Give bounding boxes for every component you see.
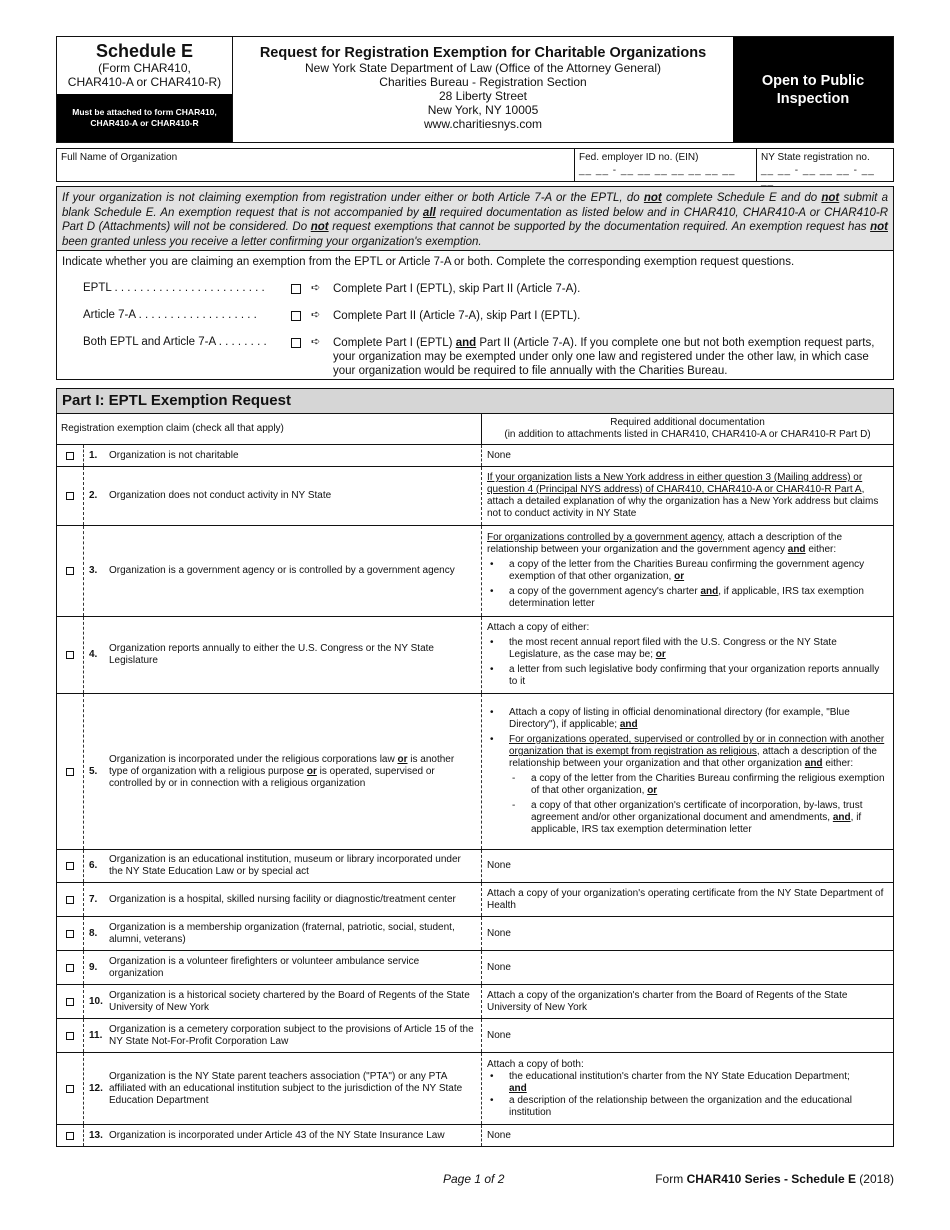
part-1-header <box>57 414 893 445</box>
schedule-subtitle-1: (Form CHAR410, <box>98 61 191 75</box>
doc-text: None <box>487 1129 511 1141</box>
claim-checkbox[interactable] <box>66 452 74 460</box>
city-address: New York, NY 10005 <box>427 103 539 117</box>
table-row: 9. Organization is a volunteer firefighters or volunteer ambulance service organization None <box>57 951 893 985</box>
doc-column-header: Required additional documentation (in addition to attachments listed in CHAR410, CHAR410-A or CHAR410-R Part D) <box>504 417 871 440</box>
option-article-7a-label: Article 7-A . . . . . . . . . . . . . . . . . . . <box>83 309 257 321</box>
doc-text: None <box>487 961 511 973</box>
ny-registration-field[interactable] <box>757 149 893 187</box>
attach-note-line-2: CHAR410-A or CHAR410-R <box>90 118 199 128</box>
option-both-checkbox[interactable] <box>291 338 301 348</box>
instructions-box <box>56 186 894 380</box>
website[interactable]: www.charitiesnys.com <box>423 117 543 131</box>
claim-checkbox[interactable] <box>66 1085 74 1093</box>
table-row: 10. Organization is a historical society chartered by the Board of Regents of the State University of New York Attach a copy of the organization's charter from the Board of Regents of the State University of New York <box>57 985 893 1019</box>
form-header <box>56 36 894 143</box>
doc-text: Attach a copy of the organization's charter from the Board of Regents of the State University of New York <box>487 989 848 1013</box>
organization-info-row <box>56 148 894 187</box>
page-number: Page 1 of 2 <box>443 1172 505 1186</box>
attach-note-line-1: Must be attached to form CHAR410, <box>72 107 217 117</box>
claim-text: Organization does not conduct activity in NY State <box>109 467 482 525</box>
ny-registration-mask: __ __ - __ __ __ - __ __ <box>761 165 875 187</box>
street-address: 28 Liberty Street <box>438 89 528 103</box>
doc-text: None <box>487 927 511 939</box>
doc-text: None <box>487 1029 511 1041</box>
option-article-7a-checkbox[interactable] <box>291 311 301 321</box>
table-row: 11. Organization is a cemetery corporation subject to the provisions of Article 15 of the NY State Not-For-Profit Corporation Law None <box>57 1019 893 1053</box>
claim-checkbox[interactable] <box>66 768 74 776</box>
table-row: 6. Organization is an educational institution, museum or library incorporated under the NY State Education Law or by special act None <box>57 850 893 883</box>
option-both-label: Both EPTL and Article 7-A . . . . . . . . <box>83 336 267 348</box>
doc-text: Attach a copy of either: • the most recent annual report filed with the U.S. Congress or the NY State Legislature, as the case may be; or • a letter from such legislative body confirming that your organization reports annually to it <box>482 617 893 693</box>
claim-checkbox[interactable] <box>66 1132 74 1140</box>
ny-registration-label: NY State registration no. <box>761 152 870 163</box>
doc-text: • Attach a copy of listing in official denominational directory (for example, "Blue Directory"), if applicable; and • For organizations operated, supervised or controlled by or in connection with another organization that is exempt from registration as religious, attach a description of the relationship between your organization and that other organization and either: - a copy of the letter from the Charities Bureau confirming the religious exemption of that other organization, or - a copy of that other organization's certificate of incorporation, by-laws, trust agreement and/or other organizational document and amendments, and, if applicable, IRS tax exemption determination letter <box>482 694 893 849</box>
option-eptl-label: EPTL . . . . . . . . . . . . . . . . . . . . . . . . <box>83 282 265 294</box>
claim-checkbox[interactable] <box>66 930 74 938</box>
arrow-icon: ➪ <box>311 282 321 294</box>
table-row: 1. Organization is not charitable None <box>57 445 893 467</box>
claim-text: Organization is a membership organization (fraternal, patriotic, social, student, alumni, veterans) <box>109 917 482 950</box>
option-eptl-desc: Complete Part I (EPTL), skip Part II (Article 7-A). <box>333 283 581 295</box>
part-1-title: Part I: EPTL Exemption Request <box>57 389 893 414</box>
form-title-block <box>233 37 733 142</box>
bureau-name: Charities Bureau - Registration Section <box>379 75 587 89</box>
claim-text: Organization is not charitable <box>109 445 482 466</box>
table-row: 2. Organization does not conduct activity in NY State If your organization lists a New York address in either question 3 (Mailing address) or question 4 (Principal NYS address) of CHAR410, CHAR410-A or CHAR410-R Part A, attach a detailed explanation of why the organization has a New York address but claims not to conduct activity in NY State <box>57 467 893 526</box>
arrow-icon: ➪ <box>311 336 321 348</box>
claim-checkbox[interactable] <box>66 1032 74 1040</box>
option-eptl-checkbox[interactable] <box>291 284 301 294</box>
doc-text: For organizations controlled by a government agency, attach a description of the relationship between your organization and the government agency and either: • a copy of the letter from the Charities Bureau confirming the government agency exemption of that other organization, or • a copy of the government agency's charter and, if applicable, IRS tax exemption determination letter <box>482 526 893 616</box>
claim-text: Organization is a volunteer firefighters or volunteer ambulance service organization <box>109 951 482 984</box>
agency-name: New York State Department of Law (Office of the Attorney General) <box>305 61 661 75</box>
claim-checkbox[interactable] <box>66 567 74 575</box>
claim-checkbox[interactable] <box>66 998 74 1006</box>
claim-text: Organization is a hospital, skilled nursing facility or diagnostic/treatment center <box>109 883 482 916</box>
doc-text: Attach a copy of both: • the educational institution's charter from the NY State Education Department; and • a description of the relationship between the organization and the educational institution <box>482 1053 893 1124</box>
doc-text: If your organization lists a New York address in either question 3 (Mailing address) or question 4 (Principal NYS address) of CHAR410, CHAR410-A or CHAR410-R Part A, attach a detailed explanation of why the organization has a New York address but claims not to conduct activity in NY State <box>487 472 879 519</box>
claim-text: Organization is an educational institution, museum or library incorporated under the NY State Education Law or by special act <box>109 850 482 882</box>
option-article-7a-desc: Complete Part II (Article 7-A), skip Part I (EPTL). <box>333 310 581 322</box>
table-row: 5. Organization is incorporated under the religious corporations law or is another type of organization with a religious purpose or is operated, supervised or controlled by or in connection with a religious organization • Attach a copy of listing in official denominational directory (for example, "Blue Directory"), if applicable; and • For organizations operated, supervised or controlled by or in connection with another organization that is exempt from registration as religious, attach a description of the relationship between your organization and that other organization and either: - a copy of the letter from the Charities Bureau confirming the religious exemption of that other organization, or - a copy of that other organization's certificate of incorporation, by-laws, trust agreement and/or other organizational document and amendments, and, if applicable, IRS tax exemption determination letter <box>57 694 893 850</box>
claim-text: Organization is a cemetery corporation subject to the provisions of Article 15 of the NY State Not-For-Profit Corporation Law <box>109 1019 482 1052</box>
table-row: 13. Organization is incorporated under Article 43 of the NY State Insurance Law None <box>57 1125 893 1146</box>
ein-mask: __ __ - __ __ __ __ __ __ __ <box>579 165 736 176</box>
doc-text: Attach a copy of your organization's operating certificate from the NY State Department of Health <box>487 887 884 911</box>
doc-text: None <box>487 860 511 871</box>
form-id: Form CHAR410 Series - Schedule E (2018) <box>655 1172 894 1186</box>
claim-column-header: Registration exemption claim (check all that apply) <box>57 414 482 444</box>
claim-text: Organization is incorporated under the religious corporations law or is another type of organization with a religious purpose or is operated, supervised or controlled by or in connection with a religious organization <box>109 694 482 849</box>
claim-text: Organization reports annually to either the U.S. Congress or the NY State Legislature <box>109 617 482 693</box>
part-1-table <box>56 388 894 1147</box>
arrow-icon: ➪ <box>311 309 321 321</box>
claim-text: Organization is the NY State parent teachers association ("PTA") or any PTA affiliated with an educational institution subject to the jurisdiction of the NY State Education Department <box>109 1053 482 1124</box>
org-name-label: Full Name of Organization <box>61 152 178 163</box>
claim-checkbox[interactable] <box>66 492 74 500</box>
table-row: 3. Organization is a government agency or is controlled by a government agency For organizations controlled by a government agency, attach a description of the relationship between your organization and the government agency and either: • a copy of the letter from the Charities Bureau confirming the government agency exemption of that other organization, or • a copy of the government agency's charter and, if applicable, IRS tax exemption determination letter <box>57 526 893 617</box>
form-title: Request for Registration Exemption for Charitable Organizations <box>259 45 707 61</box>
claim-checkbox[interactable] <box>66 862 74 870</box>
claim-text: Organization is a historical society chartered by the Board of Regents of the State University of New York <box>109 985 482 1018</box>
claim-text: Organization is incorporated under Article 43 of the NY State Insurance Law <box>109 1125 482 1146</box>
schedule-id-block <box>57 37 233 142</box>
claim-checkbox[interactable] <box>66 964 74 972</box>
table-row: 12. Organization is the NY State parent teachers association ("PTA") or any PTA affiliated with an educational institution subject to the jurisdiction of the NY State Education Department Attach a copy of both: • the educational institution's charter from the NY State Education Department; and • a description of the relationship between the organization and the educational institution <box>57 1053 893 1125</box>
table-row: 4. Organization reports annually to either the U.S. Congress or the NY State Legislature Attach a copy of either: • the most recent annual report filed with the U.S. Congress or the NY State Legislature, as the case may be; or • a letter from such legislative body confirming that your organization reports annually to it <box>57 617 893 694</box>
schedule-title: Schedule E <box>95 41 194 61</box>
public-inspection-label: Open to Public Inspection <box>733 37 893 142</box>
ein-field[interactable] <box>575 149 757 181</box>
ein-label: Fed. employer ID no. (EIN) <box>579 152 699 163</box>
doc-text: None <box>487 449 511 461</box>
table-row: 7. Organization is a hospital, skilled nursing facility or diagnostic/treatment center Attach a copy of your organization's operating certificate from the NY State Department of Health <box>57 883 893 917</box>
claim-checkbox[interactable] <box>66 896 74 904</box>
option-both-desc: Complete Part I (EPTL) and Part II (Article 7-A). If you complete one but not both exemption request parts, your organization may be exempted under only one law and registered under the other law, in which case your organization would be required to file annually with the Charities Bureau. <box>333 337 875 377</box>
schedule-subtitle-2: CHAR410-A or CHAR410-R) <box>67 75 222 89</box>
table-row: 8. Organization is a membership organization (fraternal, patriotic, social, student, alumni, veterans) None <box>57 917 893 951</box>
claim-checkbox[interactable] <box>66 651 74 659</box>
org-name-field[interactable] <box>57 149 575 181</box>
claim-text: Organization is a government agency or is controlled by a government agency <box>109 526 482 616</box>
instructions-notice: If your organization is not claiming exemption from registration under either or both Article 7-A or the EPTL, do not complete Schedule E and do not submit a blank Schedule E. An exemption request that is not accompanied by all required documentation as listed below and in CHAR410, CHAR410-A or CHAR410-R Part D (Attachments) will not be considered. Do not request exemptions that cannot be supported by the documentation required. An exemption request has not been granted unless you receive a letter confirming your organization's exemption. <box>57 187 893 251</box>
exemption-intro: Indicate whether you are claiming an exemption from the EPTL or Article 7-A or both. Complete the corresponding exemption request questions. <box>62 256 795 268</box>
attach-note <box>57 94 232 142</box>
